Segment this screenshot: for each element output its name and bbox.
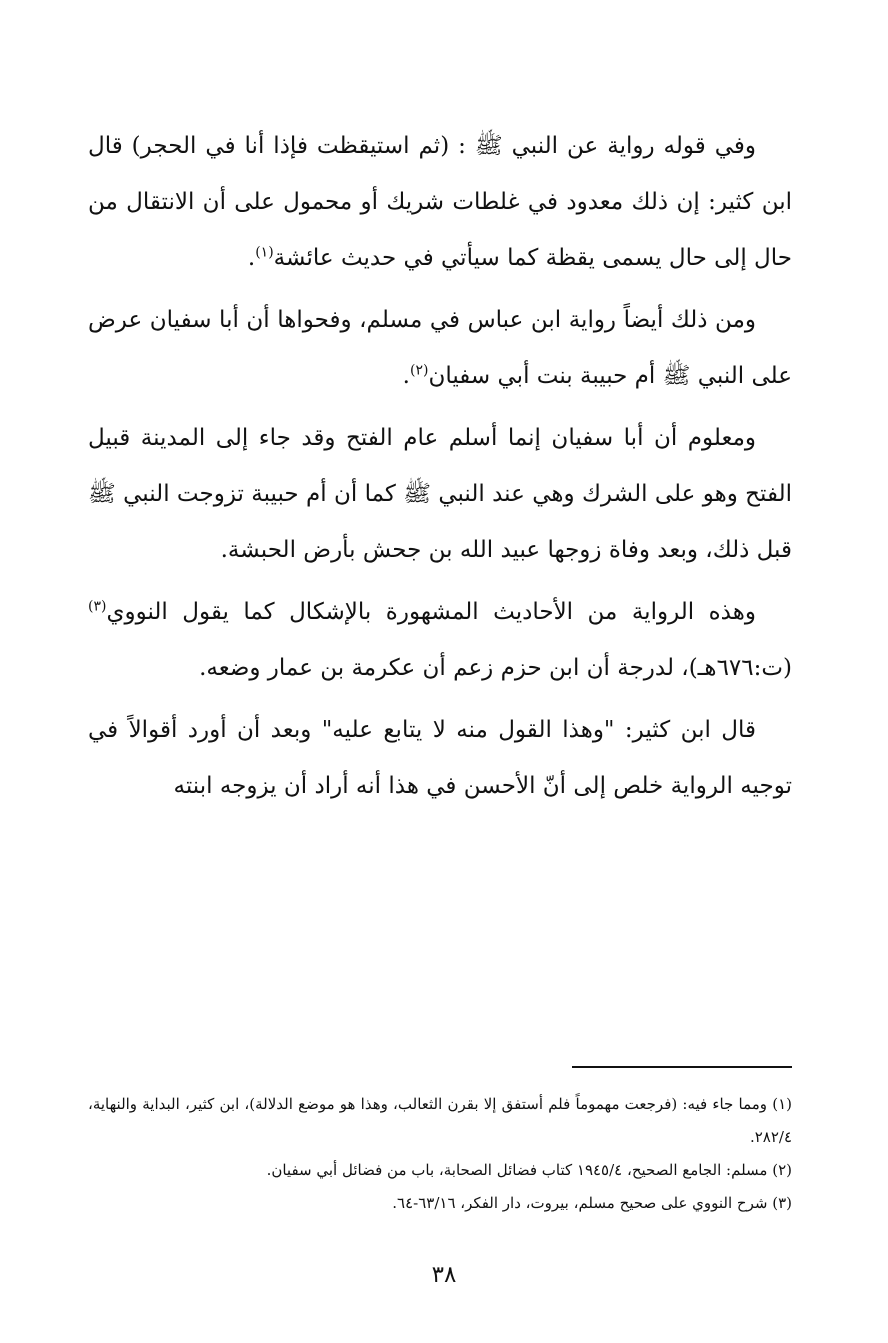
paragraph-5: قال ابن كثير: "وهذا القول منه لا يتابع عليه" وبعد أن أورد أقوالاً في توجيه الرواية خلص إلى أنّ الأحسن في هذا أنه أراد أن يزوجه ابنته [88, 717, 792, 799]
main-text [88, 118, 792, 820]
paragraph-3: ومعلوم أن أبا سفيان إنما أسلم عام الفتح وقد جاء إلى المدينة قبيل الفتح وهو على الشرك وهي عند النبي ﷺ كما أن أم حبيبة تزوجت النبي ﷺ قبل ذلك، وبعد وفاة زوجها عبيد الله بن جحش بأرض الحبشة. [88, 425, 792, 563]
paragraph-text: (ت:٦٧٦هـ)، لدرجة أن ابن حزم زعم أن عكرمة بن عمار وضعه. [199, 655, 792, 681]
paragraph-text: وهذه الرواية من الأحاديث المشهورة بالإشكال كما يقول النووي [106, 599, 756, 625]
footnote-2: (٢) مسلم: الجامع الصحيح، ١٩٤٥/٤ كتاب فضائل الصحابة، باب من فضائل أبي سفيان. [266, 1161, 792, 1179]
paragraph-punctuation: . [402, 363, 410, 389]
footnotes [88, 1088, 792, 1220]
footnote-reference-1: (١) [255, 244, 274, 261]
paragraph-text: ومن ذلك أيضاً رواية ابن عباس في مسلم، وفحواها أن أبا سفيان عرض على النبي ﷺ أم حبيبة بنت أبي سفيان [88, 307, 792, 389]
paragraph-2 [88, 292, 792, 404]
page-number: ٣٨ [431, 1262, 457, 1288]
footnote-3: (٣) شرح النووي على صحيح مسلم، بيروت، دار الفكر، ٦٣/١٦-٦٤. [392, 1194, 792, 1212]
paragraph-4 [88, 584, 792, 696]
paragraph-1 [88, 118, 792, 286]
paragraph-punctuation: . [247, 245, 256, 271]
footnote-reference-3: (٣) [88, 598, 107, 615]
paragraph-text: وفي قوله رواية عن النبي ﷺ : (ثم استيقظت فإذا أنا في الحجر) قال ابن كثير: إن ذلك معدود في غلطات شريك أو محمول على أن الانتقال من حال إلى حال يسمى يقظة كما سيأتي في حديث عائشة [88, 133, 792, 271]
footnote-1: (١) ومما جاء فيه: (فرجعت مهموماً فلم أستفق إلا بقرن الثعالب، وهذا هو موضع الدلالة)، ابن كثير، البداية والنهاية، ٢٨٢/٤. [88, 1095, 792, 1146]
footnote-reference-2: (٢) [409, 362, 429, 379]
footnote-separator [572, 1066, 792, 1068]
